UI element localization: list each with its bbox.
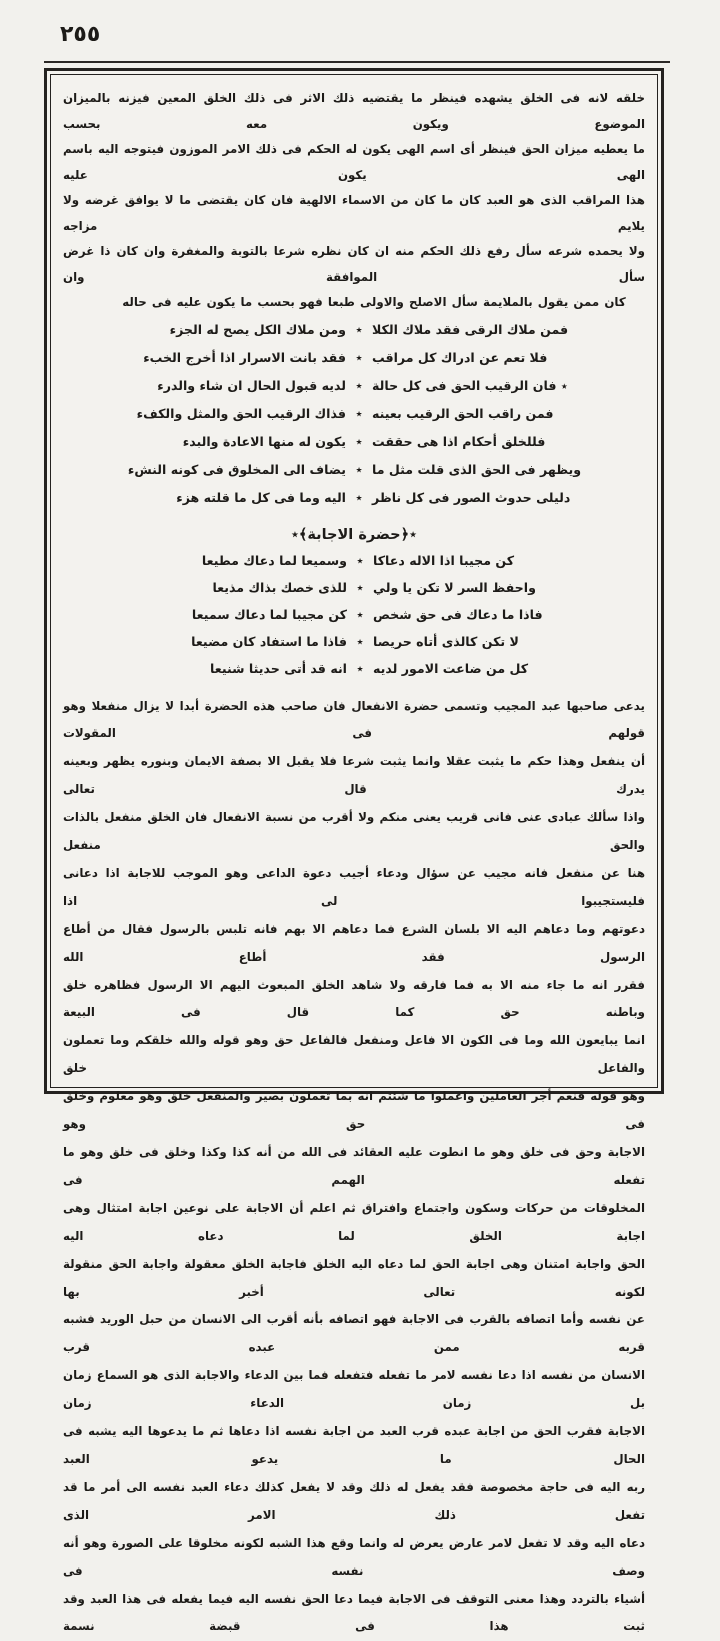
verse-row (63, 661, 645, 688)
prose-top (63, 86, 645, 316)
prose-line: واذا سألك عبادى عنى فانى قريب يعنى منكم ولا أقرب من نسبة الانفعال فان الخلق منفعل بالذات والحق منفعل (63, 804, 645, 860)
prose-line: هذا المراقب الذى هو العبد كان ما كان من الاسماء الالهية فان كان يقتضى ما لا يوافق غرضه ولا يلايم مزاجه (63, 188, 645, 239)
hemistich-right: ويظهر فى الحق الذى قلت مثل ما (372, 462, 608, 477)
verse-row (63, 350, 645, 378)
verse-row (63, 490, 645, 518)
verse-row (63, 322, 645, 350)
verse-row (63, 580, 645, 607)
prose-line: الحق واجابة امتنان وهى اجابة الحق لما دعاه اليه الخلق فاجابة الخلق معقولة واجابة الحق منقولة لكونه تعالى أخبر بها (63, 1251, 645, 1307)
poem-muraqaba (63, 322, 645, 518)
verse-row (63, 406, 645, 434)
prose-line: انما يبايعون الله وما فى الكون الا فاعل ومنفعل فالفاعل حق وهو قوله والله خلقكم وما تعملون والفاعل خلق (63, 1027, 645, 1083)
top-rule (44, 61, 670, 63)
prose-line: يدعى صاحبها عبد المجيب وتسمى حضرة الانفعال فان صاحب هذه الحضرة أبدا لا يزال منفعلا وهو قولهم فى المقولات (63, 693, 645, 749)
verse-row (63, 634, 645, 661)
prose-line: دعوتهم وما دعاهم اليه الا بلسان الشرع فما دعاهم الا بهم فانه تلبس بالرسول فقال من أطاع الرسول فقد أطاع الله (63, 916, 645, 972)
star-separator-icon: ٭ (346, 323, 372, 338)
hemistich-right: فلا تعم عن ادراك كل مراقب (372, 350, 608, 365)
hemistich-left: كن مجيبا لما دعاك سميعا (129, 607, 347, 622)
section-heading: ٭﴿حضرة الاجابة﴾٭ (63, 523, 645, 547)
hemistich-left: ومن ملاك الكل يصح له الجزء (100, 322, 346, 337)
prose-line: ولا يحمده شرعه سأل رفع ذلك الحكم منه ان كان نظره شرعا بالتوبة والمغفرة وان كان ذا غرض سأل الموافقة وان (63, 239, 645, 290)
hemistich-left: وسميعا لما دعاك مطيعا (129, 553, 347, 568)
text-frame (44, 68, 664, 1094)
hemistich-left: يكون له منها الاعادة والبدء (100, 434, 346, 449)
verse-row (63, 378, 645, 406)
prose-line: خلقه لانه فى الخلق يشهده فينظر ما يقتضيه ذلك الاثر فى ذلك الخلق المعين فيزنه بالميزان الموضوع ويكون معه بحسب (63, 86, 645, 137)
poem-ijaba (63, 553, 645, 688)
hemistich-left: فقد بانت الاسرار اذا أخرج الخبء (100, 350, 346, 365)
hemistich-left: لديه قبول الحال ان شاء والدرء (100, 378, 346, 393)
hemistich-right: كل من ضاعت الامور لديه (373, 661, 579, 676)
prose-line: المخلوقات من حركات وسكون واجتماع وافتراق ثم اعلم أن الاجابة على نوعين اجابة امتثال وهى اجابة الخلق لما دعاه اليه (63, 1195, 645, 1251)
verse-row (63, 462, 645, 490)
hemistich-right: فاذا ما دعاك فى حق شخص (373, 607, 579, 622)
prose-line: هنا عن منفعل فانه مجيب عن سؤال ودعاء أجيب دعوة الداعى وهو الموجب للاجابة اذا دعانى فليستجيبوا لى اذا (63, 860, 645, 916)
prose-line: كان ممن يقول بالملايمة سأل الاصلح والاولى طبعا فهو بحسب ما يكون عليه فى حاله (63, 290, 645, 316)
hemistich-left: اليه وما فى كل ما قلته هزء (100, 490, 346, 505)
hemistich-right: واحفظ السر لا تكن يا ولي (373, 580, 579, 595)
prose-line: عن نفسه وأما اتصافه بالقرب فى الاجابة فهو اتصافه بأنه أقرب الى الانسان من حبل الوريد فشبه قربه ممن عبده قرب (63, 1306, 645, 1362)
hemistich-left: انه قد أتى حديثا شنيعا (129, 661, 347, 676)
star-separator-icon: ٭ (346, 491, 372, 506)
hemistich-left: فاذا ما استفاد كان مضيعا (129, 634, 347, 649)
inner-frame (50, 74, 658, 1088)
hemistich-right: فللخلق أحكام اذا هى حققت (372, 434, 608, 449)
prose-line: الاجابة فقرب الحق من اجابة عبده قرب العبد من اجابة نفسه اذا دعاها ثم ما يدعوها اليه يشبه فى الحال ما يدعو العبد (63, 1418, 645, 1474)
prose-bottom (63, 693, 645, 1641)
star-separator-icon: ٭ (346, 435, 372, 450)
verse-row (63, 607, 645, 634)
star-separator-icon: ٭ (346, 351, 372, 366)
star-separator-icon: ٭ (347, 581, 373, 596)
hemistich-right: كن مجيبا اذا الاله دعاكا (373, 553, 579, 568)
prose-line: أشياء بالتردد وهذا معنى التوقف فى الاجابة فيما دعا الحق نفسه اليه فيما يفعله فى هذا العبد وقد ثبت هذا فى قبضة نسمة (63, 1586, 645, 1641)
prose-line: فقرر انه ما جاء منه الا به فما فارقه ولا شاهد الخلق المبعوث اليهم الا الرسول فظاهره خلق وباطنه حق كما قال فى البيعة (63, 972, 645, 1028)
prose-line: ربه اليه فى حاجة مخصوصة فقد يفعل له ذلك وقد لا يفعل كذلك دعاء العبد نفسه الى أمر ما قد تفعل ذلك الامر الذى (63, 1474, 645, 1530)
hemistich-right: فمن راقب الحق الرقيب بعينه (372, 406, 608, 421)
prose-line: وهو قوله فنعم أجر العاملين واعملوا ما شئتم انه بما تعملون بصير والمنفعل خلق وهو معلوم وخلق فى حق وهو (63, 1083, 645, 1139)
star-separator-icon: ٭ (346, 463, 372, 478)
hemistich-right: فمن ملاك الرقى فقد ملاك الكلا (372, 322, 608, 337)
prose-line: أن ينفعل وهذا حكم ما يثبت عقلا وانما يثبت شرعا فلا يقبل الا بصفة الايمان وبنوره يظهر وبعينه يدرك قال تعالى (63, 748, 645, 804)
hemistich-right: دليلى حدوث الصور فى كل ناظر (372, 490, 608, 505)
verse-row (63, 553, 645, 580)
star-separator-icon: ٭ (347, 635, 373, 650)
prose-line: دعاه اليه وقد لا تفعل لامر عارض يعرض له وانما وقع هذا الشبه لكونه مخلوقا على الصورة وهو أنه وصف نفسه فى (63, 1530, 645, 1586)
verse-row (63, 434, 645, 462)
star-separator-icon: ٭ (347, 608, 373, 623)
hemistich-left: فذاك الرقيب الحق والمثل والكفء (100, 406, 346, 421)
hemistich-left: للذى خصك بذاك مذيعا (129, 580, 347, 595)
star-separator-icon: ٭ (347, 662, 373, 677)
hemistich-left: يضاف الى المخلوق فى كونه النشء (100, 462, 346, 477)
page-number: ٢٥٥ (60, 22, 100, 47)
hemistich-right: لا تكن كالذى أتاه حريصا (373, 634, 579, 649)
star-separator-icon: ٭ (347, 554, 373, 569)
prose-line: الانسان من نفسه اذا دعا نفسه لامر ما تفعله فتفعله فما بين الدعاء والاجابة الذى هو السماع زمان بل زمان الدعاء زمان (63, 1362, 645, 1418)
prose-line: ما يعطيه ميزان الحق فينظر أى اسم الهى يكون له الحكم فى ذلك الامر الموزون فيتوجه اليه باسم الهى يكون عليه (63, 137, 645, 188)
star-separator-icon: ٭ (346, 407, 372, 422)
star-separator-icon: ٭ (346, 379, 372, 394)
prose-line: الاجابة وحق فى خلق وهو ما انطوت عليه العقائد فى الله من أنه كذا وكذا وخلق فى خلق وهو ما تفعله الهمم فى (63, 1139, 645, 1195)
hemistich-right: ٭ فان الرقيب الحق فى كل حالة (372, 378, 608, 393)
